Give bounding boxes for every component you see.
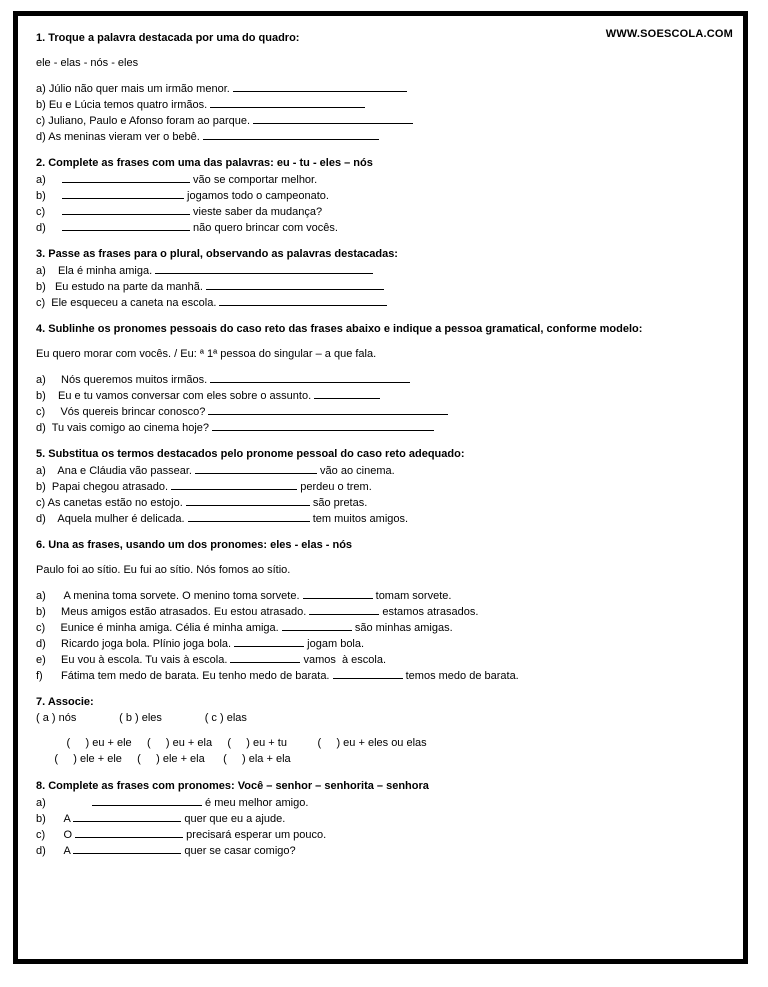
section-8-title: 8. Complete as frases com pronomes: Você – senhor – senhorita – senhora bbox=[36, 780, 429, 792]
list-item bbox=[36, 494, 733, 510]
list-item bbox=[36, 462, 733, 478]
item-text: vão se comportar melhor. bbox=[190, 174, 318, 186]
item-text: estamos atrasados. bbox=[379, 606, 479, 618]
answer-blank[interactable] bbox=[210, 96, 365, 108]
answer-blank[interactable] bbox=[73, 810, 181, 822]
list-item bbox=[36, 387, 733, 403]
answer-blank[interactable] bbox=[203, 128, 379, 140]
item-text: b) Eu e tu vamos conversar com eles sobre o assunto. bbox=[36, 390, 315, 402]
item-text: são pretas. bbox=[309, 497, 368, 509]
answer-blank[interactable] bbox=[303, 587, 373, 599]
answer-blank[interactable] bbox=[212, 419, 434, 431]
list-item bbox=[36, 203, 733, 219]
item-text: a) Nós queremos muitos irmãos. bbox=[36, 374, 211, 386]
item-text: vieste saber da mudança? bbox=[190, 206, 323, 218]
answer-blank[interactable] bbox=[314, 387, 380, 399]
answer-blank[interactable] bbox=[208, 403, 448, 415]
answer-blank[interactable] bbox=[92, 794, 202, 806]
item-text: são minhas amigas. bbox=[351, 622, 453, 634]
item-text: d) Ricardo joga bola. Plínio joga bola. bbox=[36, 638, 235, 650]
item-text: b) A bbox=[36, 813, 74, 825]
section-7 bbox=[36, 694, 733, 767]
item-label: b) bbox=[36, 190, 46, 202]
answer-blank[interactable] bbox=[206, 278, 384, 290]
item-text: e) Eu vou à escola. Tu vais à escola. bbox=[36, 654, 231, 666]
answer-blank[interactable] bbox=[62, 203, 190, 215]
item-label: a) bbox=[36, 797, 46, 809]
item-text: quer que eu a ajude. bbox=[181, 813, 286, 825]
item-text: c) Ele esqueceu a caneta na escola. bbox=[36, 297, 220, 309]
example-sentence: Paulo foi ao sítio. Eu fui ao sítio. Nós fomos ao sítio. bbox=[36, 564, 291, 576]
list-item bbox=[36, 619, 733, 635]
list-item bbox=[36, 842, 733, 858]
section-2-title: 2. Complete as frases com uma das palavras: eu - tu - eles – nós bbox=[36, 157, 373, 169]
answer-blank[interactable] bbox=[171, 478, 297, 490]
item-text: jogam bola. bbox=[304, 638, 365, 650]
item-text: vamos à escola. bbox=[300, 654, 387, 666]
section-4 bbox=[36, 321, 733, 435]
answer-blank[interactable] bbox=[309, 603, 379, 615]
item-text: d) Tu vais comigo ao cinema hoje? bbox=[36, 422, 213, 434]
list-item bbox=[36, 478, 733, 494]
list-item bbox=[36, 826, 733, 842]
list-item bbox=[36, 219, 733, 235]
worksheet-content bbox=[36, 30, 733, 869]
answer-blank[interactable] bbox=[230, 651, 300, 663]
section-8 bbox=[36, 778, 733, 858]
item-text: f) Fátima tem medo de barata. Eu tenho medo de barata. bbox=[36, 670, 333, 682]
answer-blank[interactable] bbox=[233, 80, 407, 92]
item-text: jogamos todo o campeonato. bbox=[184, 190, 329, 202]
list-item bbox=[36, 371, 733, 387]
association-row-2[interactable]: ( ) ele + ele ( ) ele + ela ( ) ela + ela bbox=[36, 753, 291, 765]
answer-blank[interactable] bbox=[62, 187, 184, 199]
list-item bbox=[36, 651, 733, 667]
item-text: vão ao cinema. bbox=[317, 465, 395, 477]
list-item bbox=[36, 96, 733, 112]
item-text: a) A menina toma sorvete. O menino toma sorvete. bbox=[36, 590, 303, 602]
answer-blank[interactable] bbox=[155, 262, 373, 274]
list-item bbox=[36, 510, 733, 526]
item-text: temos medo de barata. bbox=[402, 670, 519, 682]
association-row-1[interactable]: ( ) eu + ele ( ) eu + ela ( ) eu + tu ( ) eu + eles ou elas bbox=[36, 737, 427, 749]
item-text: b) Meus amigos estão atrasados. Eu estou atrasado. bbox=[36, 606, 310, 618]
item-text: d) As meninas vieram ver o bebê. bbox=[36, 131, 203, 143]
section-3-title: 3. Passe as frases para o plural, observando as palavras destacadas: bbox=[36, 248, 398, 260]
section-6-title: 6. Una as frases, usando um dos pronomes: eles - elas - nós bbox=[36, 539, 353, 551]
section-2 bbox=[36, 155, 733, 235]
item-text: a) Ela é minha amiga. bbox=[36, 265, 156, 277]
item-text: b) Papai chegou atrasado. bbox=[36, 481, 172, 493]
answer-blank[interactable] bbox=[253, 112, 413, 124]
section-5-title: 5. Substitua os termos destacados pelo pronome pessoal do caso reto adequado: bbox=[36, 448, 465, 460]
section-5 bbox=[36, 446, 733, 526]
item-text: d) A bbox=[36, 845, 74, 857]
item-text: tomam sorvete. bbox=[372, 590, 452, 602]
item-text: c) Vós quereis brincar conosco? bbox=[36, 406, 209, 418]
item-text: perdeu o trem. bbox=[297, 481, 372, 493]
answer-blank[interactable] bbox=[282, 619, 352, 631]
item-text: quer se casar comigo? bbox=[181, 845, 296, 857]
answer-blank[interactable] bbox=[75, 826, 183, 838]
word-box: ele - elas - nós - eles bbox=[36, 57, 139, 69]
list-item bbox=[36, 187, 733, 203]
list-item bbox=[36, 128, 733, 144]
answer-blank[interactable] bbox=[62, 171, 190, 183]
list-item bbox=[36, 794, 733, 810]
item-text: precisará esperar um pouco. bbox=[183, 829, 327, 841]
answer-blank[interactable] bbox=[195, 462, 317, 474]
item-text: não quero brincar com vocês. bbox=[190, 222, 338, 234]
model-sentence: Eu quero morar com vocês. / Eu: ª 1ª pessoa do singular – a que fala. bbox=[36, 348, 377, 360]
worksheet bbox=[13, 11, 748, 964]
list-item bbox=[36, 603, 733, 619]
section-4-title: 4. Sublinhe os pronomes pessoais do caso reto das frases abaixo e indique a pessoa gramatical, conforme modelo: bbox=[36, 323, 643, 335]
answer-blank[interactable] bbox=[210, 371, 410, 383]
list-item bbox=[36, 419, 733, 435]
item-text: c) O bbox=[36, 829, 76, 841]
list-item bbox=[36, 635, 733, 651]
section-6 bbox=[36, 537, 733, 683]
item-text: b) Eu estudo na parte da manhã. bbox=[36, 281, 207, 293]
answer-blank[interactable] bbox=[333, 667, 403, 679]
list-item bbox=[36, 171, 733, 187]
item-label: d) bbox=[36, 222, 46, 234]
list-item bbox=[36, 112, 733, 128]
answer-blank[interactable] bbox=[234, 635, 304, 647]
item-text: tem muitos amigos. bbox=[309, 513, 409, 525]
section-7-title: 7. Associe: bbox=[36, 696, 94, 708]
item-text: c) As canetas estão no estojo. bbox=[36, 497, 186, 509]
answer-blank[interactable] bbox=[219, 294, 387, 306]
association-options: ( a ) nós ( b ) eles ( c ) elas bbox=[36, 712, 247, 724]
item-text: é meu melhor amigo. bbox=[202, 797, 309, 809]
site-url: WWW.SOESCOLA.COM bbox=[605, 28, 733, 40]
answer-blank[interactable] bbox=[186, 494, 310, 506]
answer-blank[interactable] bbox=[62, 219, 190, 231]
answer-blank[interactable] bbox=[73, 842, 181, 854]
list-item bbox=[36, 810, 733, 826]
item-text: c) Eunice é minha amiga. Célia é minha amiga. bbox=[36, 622, 282, 634]
item-text: c) Juliano, Paulo e Afonso foram ao parque. bbox=[36, 115, 254, 127]
section-3 bbox=[36, 246, 733, 310]
answer-blank[interactable] bbox=[188, 510, 310, 522]
list-item bbox=[36, 667, 733, 683]
section-1-title: 1. Troque a palavra destacada por uma do quadro: bbox=[36, 32, 300, 44]
item-text: a) Ana e Cláudia vão passear. bbox=[36, 465, 195, 477]
list-item bbox=[36, 403, 733, 419]
item-label: a) bbox=[36, 174, 46, 186]
item-text: a) Júlio não quer mais um irmão menor. bbox=[36, 83, 233, 95]
list-item bbox=[36, 278, 733, 294]
list-item bbox=[36, 262, 733, 278]
item-label: c) bbox=[36, 206, 46, 218]
section-1 bbox=[36, 30, 733, 144]
list-item bbox=[36, 294, 733, 310]
list-item bbox=[36, 587, 733, 603]
list-item bbox=[36, 80, 733, 96]
item-text: b) Eu e Lúcia temos quatro irmãos. bbox=[36, 99, 211, 111]
item-text: d) Aquela mulher é delicada. bbox=[36, 513, 188, 525]
